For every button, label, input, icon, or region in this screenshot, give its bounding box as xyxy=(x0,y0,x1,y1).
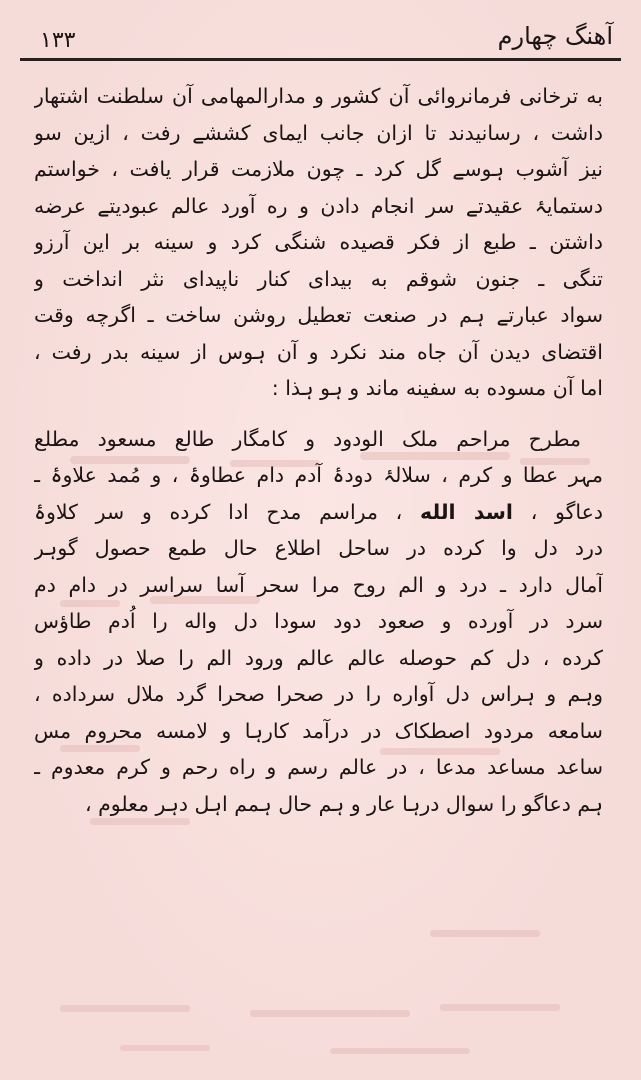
text-line: ساعد مساعد مدعا ، در عالم رسم و راه رحم و کرم معدوم ـ xyxy=(34,755,603,779)
page-body xyxy=(34,78,603,822)
text-line: داشت ، رسانیدند تا ازان جانب ایمای کششے رفت ، ازین سو xyxy=(34,120,603,145)
page-number: ۱۳۳ xyxy=(40,28,76,53)
header-divider xyxy=(20,58,621,61)
text-line: تنگی ـ جنون شوقم به بیدای کنار ناپیدای نثر انداخت و xyxy=(34,266,603,291)
page-header xyxy=(22,18,619,58)
text-line: سامعه مردود اصطکاک در درآمد کارہا و لامسه محروم مس xyxy=(34,718,603,743)
text-line: مہر عطا و کرم ، سلالۂ دودۂ آدم دام عطاوۂ ، و مُمد علاوۂ ـ xyxy=(34,463,603,487)
paragraph-2 xyxy=(34,421,603,823)
text-line: مطرح مراحم ملک الودود و کامگار طالع مسعود مطلع xyxy=(34,426,581,451)
text-line: آمال دارد ـ درد و الم روح مرا سحر آسا سراسر در دام دم xyxy=(34,572,603,597)
author-name: اسد الله xyxy=(420,499,513,524)
text-line: ہم دعاگو را سوال درہا عار و ہم حال ہمم اہل دہر معلوم ، xyxy=(84,791,603,816)
text-line: نیز آشوب ہوسے گل کرد ـ چون ملازمت قرار یافت ، خواستم xyxy=(34,157,603,181)
running-head: آهنگ چهارم xyxy=(497,22,613,50)
text-line: اقتضای دیدن آن جاه مند نکرد و آن ہوس از سینه بدر رفت ، xyxy=(34,339,603,364)
text-line: سرد در آورده و صعود دود سودا دل واله را اُدم طاؤس xyxy=(34,609,603,633)
paragraph-1 xyxy=(34,78,603,407)
text-line: کرده ، دل کم حوصله عالم عالم ورود الم را صلا در داده و xyxy=(34,645,603,670)
text-line: به ترخانی فرمانروائی آن کشور و مدارالمهامی آن سلطنت اشتهار xyxy=(34,84,603,108)
text-line: اما آن مسوده به سفینه ماند و ہو ہذا : xyxy=(271,376,603,400)
text-line: وہم و ہراس دل آواره را در صحرا صحرا گرد ملال سرداده ، xyxy=(34,682,603,706)
text-line: درد دل وا کرده در ساحل اطلاع حال طمع حصول گوہر xyxy=(34,536,603,560)
text-line: داشتن ـ طبع از فکر قصیده شنگی کرد و سینه بر این آرزو xyxy=(34,230,603,254)
text-line-with-name: دعاگو ، اسد الله ، مراسم مدح ادا کرده و سر کلاوۂ xyxy=(34,499,603,524)
text-line: دستمایۂ عقیدتے سر انجام دادن و ره آورد عالم عبودیتے عرضه xyxy=(34,193,603,218)
paragraph-spacer xyxy=(34,407,603,421)
text-line: سواد عبارتے ہم در صنعت تعطیل روشن ساخت ـ اگرچه وقت xyxy=(34,303,603,327)
